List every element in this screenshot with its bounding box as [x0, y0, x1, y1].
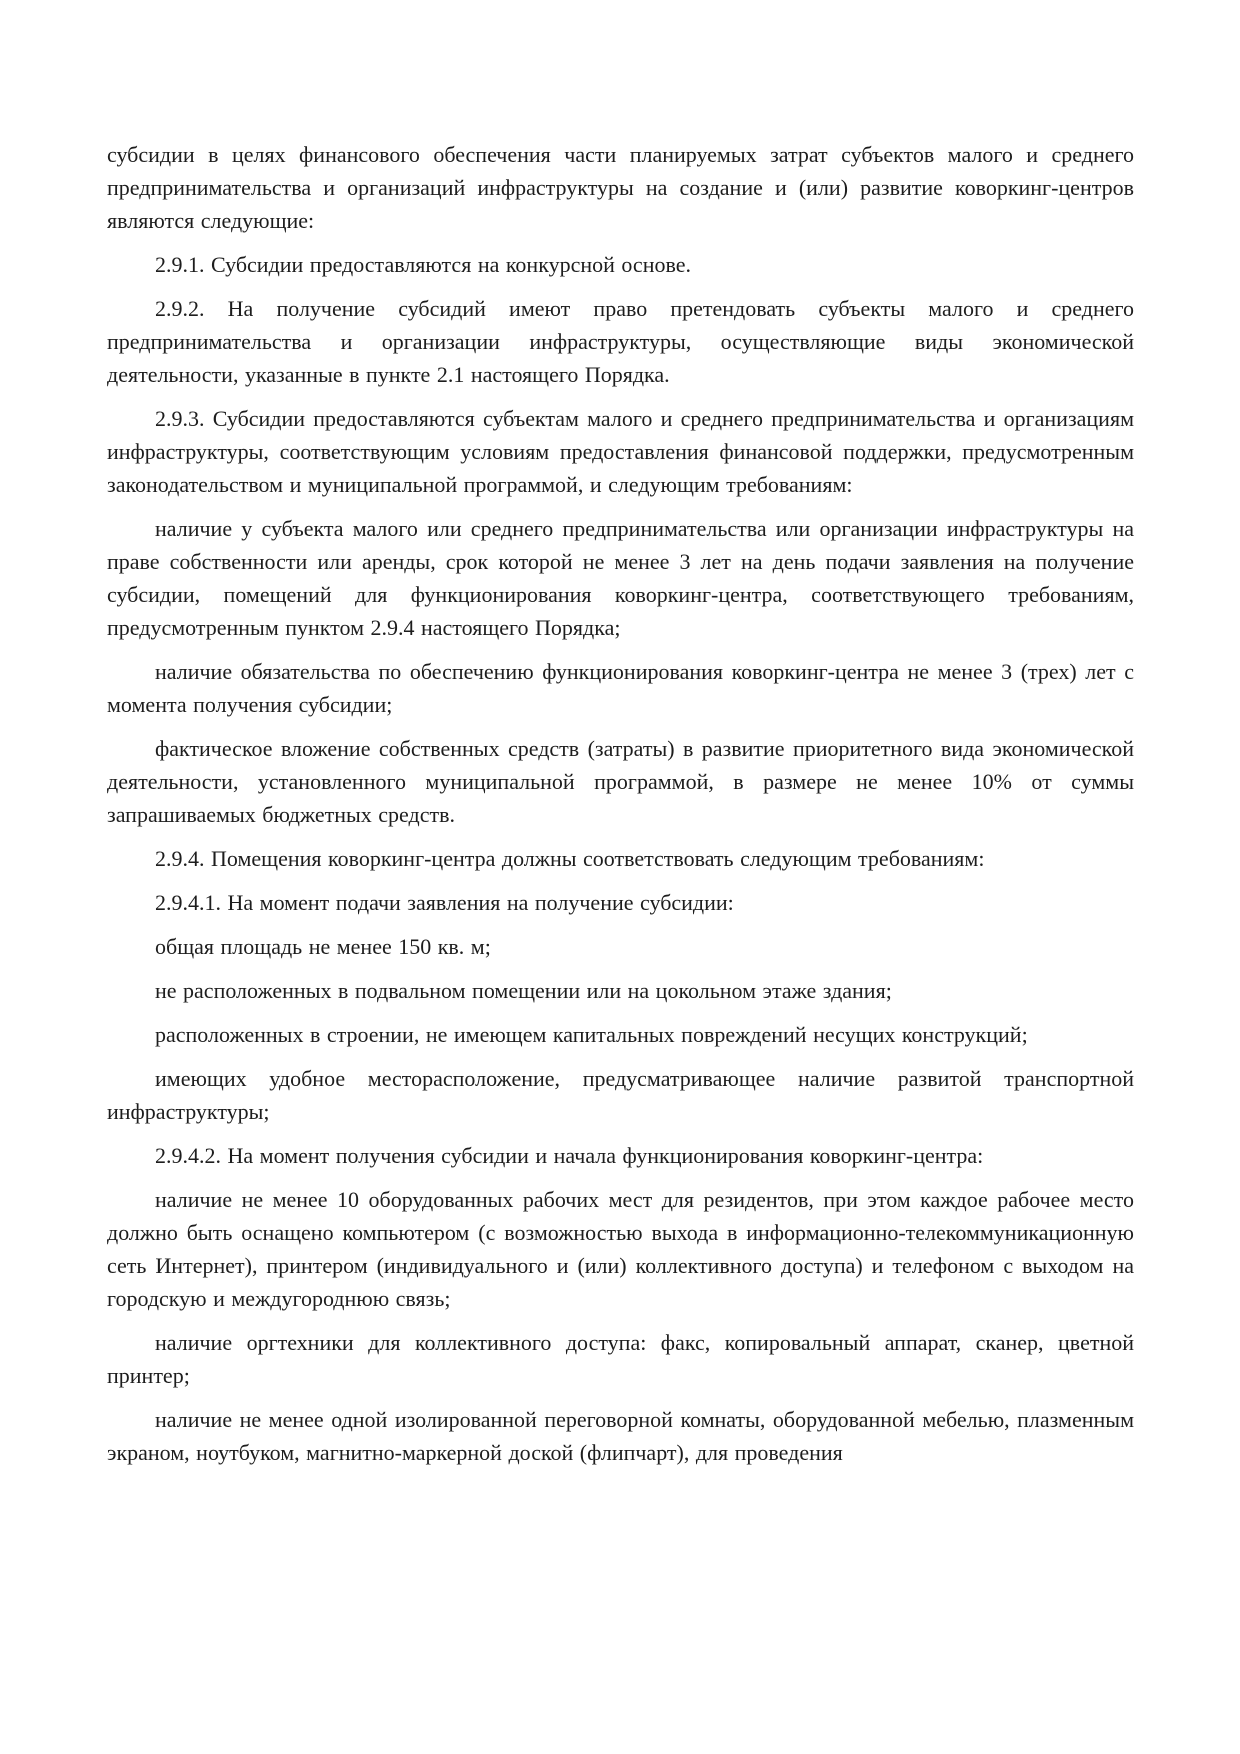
paragraph-continuation: субсидии в целях финансового обеспечения части планируемых затрат субъектов малого и среднего предпринимательства и организаций инфраструктуры на создание и (или) развитие коворкинг-центров являются следующие:	[107, 142, 1134, 233]
paragraph-2-9-4: 2.9.4. Помещения коворкинг-центра должны соответствовать следующим требованиям:	[155, 846, 985, 871]
paragraph-2-9-3: 2.9.3. Субсидии предоставляются субъектам малого и среднего предпринимательства и организациям инфраструктуры, соответствующим условиям предоставления финансовой поддержки, предусмотренным законодательством и муниципальной программой, и следующим требованиям:	[107, 406, 1134, 497]
paragraph-2-9-4-1-requirement-4: имеющих удобное месторасположение, предусматривающее наличие развитой транспортной инфраструктуры;	[107, 1066, 1134, 1124]
paragraph-2-9-4-1-requirement-2: не расположенных в подвальном помещении или на цокольном этаже здания;	[155, 978, 892, 1003]
paragraph-2-9-4-2-requirement-3: наличие не менее одной изолированной переговорной комнаты, оборудованной мебелью, плазменным экраном, ноутбуком, магнитно-маркерной доской (флипчарт), для проведения	[107, 1407, 1134, 1465]
paragraph-2-9-4-2: 2.9.4.2. На момент получения субсидии и начала функционирования коворкинг-центра:	[155, 1143, 984, 1168]
paragraph-2-9-4-1-requirement-3: расположенных в строении, не имеющем капитальных повреждений несущих конструкций;	[155, 1022, 1028, 1047]
paragraph-2-9-1: 2.9.1. Субсидии предоставляются на конкурсной основе.	[155, 252, 691, 277]
paragraph-2-9-3-requirement-1: наличие у субъекта малого или среднего предпринимательства или организации инфраструктуры на праве собственности или аренды, срок которой не менее 3 лет на день подачи заявления на получение субсидии, помещений для функционирования коворкинг-центра, соответствующего требованиям, предусмотренным пунктом 2.9.4 настоящего Порядка;	[107, 516, 1134, 640]
paragraph-2-9-3-requirement-2: наличие обязательства по обеспечению функционирования коворкинг-центра не менее 3 (трех) лет с момента получения субсидии;	[107, 659, 1134, 717]
paragraph-2-9-3-requirement-3: фактическое вложение собственных средств (затраты) в развитие приоритетного вида экономической деятельности, установленного муниципальной программой, в размере не менее 10% от суммы запрашиваемых бюджетных средств.	[107, 736, 1134, 827]
paragraph-2-9-2: 2.9.2. На получение субсидий имеют право претендовать субъекты малого и среднего предпринимательства и организации инфраструктуры, осуществляющие виды экономической деятельности, указанные в пункте 2.1 настоящего Порядка.	[107, 296, 1134, 387]
paragraph-2-9-4-1-requirement-1: общая площадь не менее 150 кв. м;	[155, 934, 491, 959]
paragraph-2-9-4-2-requirement-2: наличие оргтехники для коллективного доступа: факс, копировальный аппарат, сканер, цветной принтер;	[107, 1330, 1134, 1388]
paragraph-2-9-4-1: 2.9.4.1. На момент подачи заявления на получение субсидии:	[155, 890, 734, 915]
paragraph-2-9-4-2-requirement-1: наличие не менее 10 оборудованных рабочих мест для резидентов, при этом каждое рабочее место должно быть оснащено компьютером (с возможностью выхода в информационно-телекоммуникационную сеть Интернет), принтером (индивидуального и (или) коллективного доступа) и телефоном с выходом на городскую и междугороднюю связь;	[107, 1187, 1134, 1311]
